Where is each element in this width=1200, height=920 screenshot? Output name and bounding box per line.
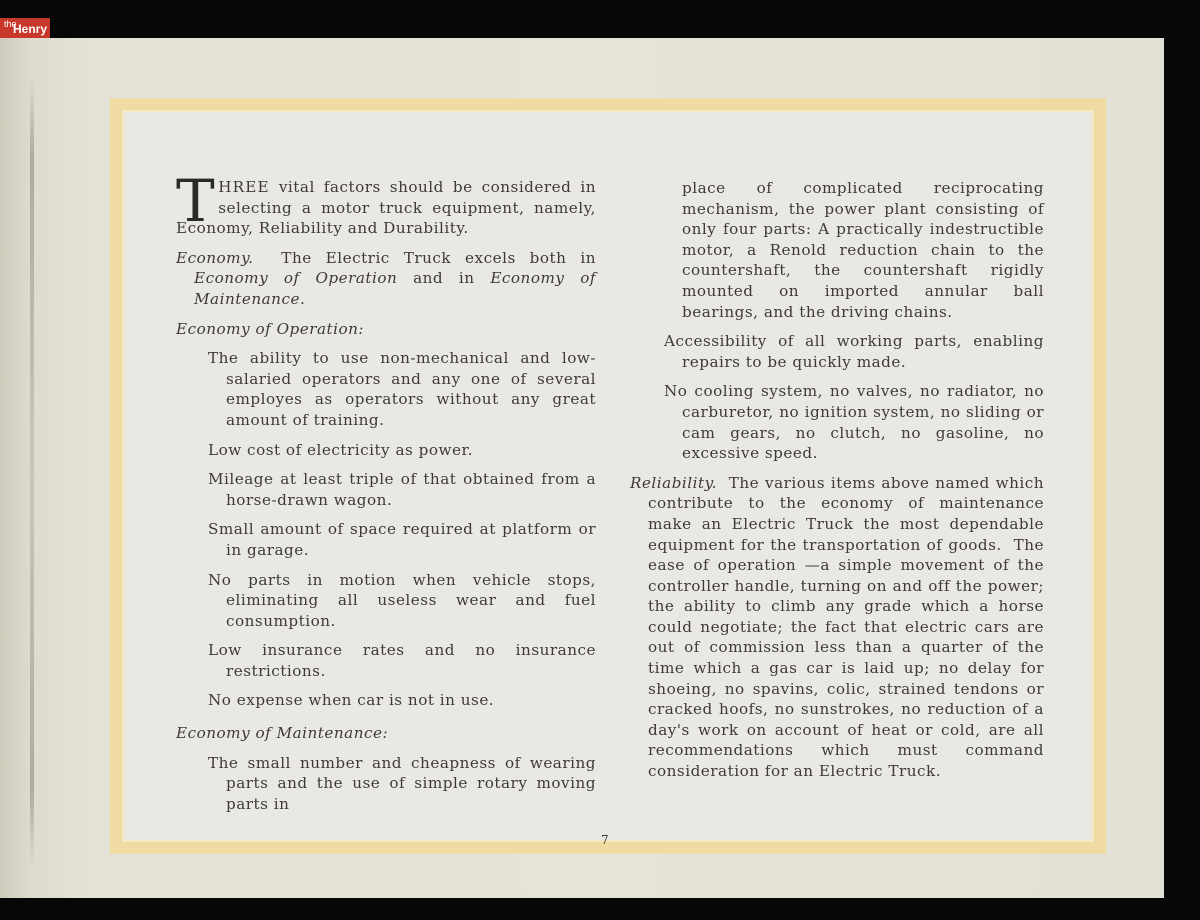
- intro-paragraph: [176, 167, 596, 239]
- left-column: [176, 167, 602, 814]
- economy-heading: Economy.: [176, 248, 254, 267]
- binding-gutter: [30, 78, 34, 868]
- economy-text-b: and in: [397, 269, 491, 288]
- intro-first-word: HREE: [218, 178, 270, 196]
- logo-the: the: [4, 19, 17, 29]
- logo-henry: Henry: [13, 22, 48, 36]
- drop-cap: T: [176, 167, 216, 235]
- reliability-paragraph: [630, 473, 1050, 782]
- economy-text-a: The Electric Truck excels both in: [253, 248, 602, 267]
- operation-item: The ability to use non-mechanical and low-salaried operators and any one of several employes as operators without any great amount of training.: [208, 349, 596, 429]
- economy-paragraph: [176, 248, 602, 310]
- operation-item: Small amount of space required at platform or in garage.: [208, 520, 596, 559]
- operation-item: Mileage at least triple of that obtained from a horse-drawn wagon.: [208, 470, 596, 509]
- economy-em-maintenance: Economy of Maintenance: [194, 269, 596, 308]
- operation-item: Low insurance rates and no insurance restrictions.: [208, 641, 596, 680]
- operation-item: Low cost of electricity as power.: [208, 440, 473, 459]
- intro-text: vital factors should be considered in selecting a motor truck equipment, namely, Economy, Reliability and Durability.: [176, 178, 596, 238]
- right-column: [630, 178, 1050, 782]
- reliability-heading: Reliability.: [630, 473, 717, 492]
- maintenance-item: Accessibility of all working parts, enabling repairs to be quickly made.: [664, 332, 1044, 371]
- operation-heading: Economy of Operation:: [176, 319, 365, 338]
- economy-text-c: .: [299, 289, 306, 308]
- operation-item: No expense when car is not in use.: [208, 691, 495, 710]
- maintenance-item: No cooling system, no valves, no radiator, no carburetor, no ignition system, no sliding or cam gears, no clutch, no gasoline, no excessive speed.: [664, 382, 1044, 463]
- maintenance-text: The small number and cheapness of wearing parts and the use of simple rotary moving parts in: [208, 753, 596, 813]
- operation-item: No parts in motion when vehicle stops, eliminating all useless wear and fuel consumption.: [208, 570, 596, 630]
- reliability-text: The various items above named which contribute to the economy of maintenance make an Electric Truck the most dependable equipment for the transportation of goods. The ease of operation —a simple movement of the controller handle, turning on and off the power; the ability to climb any grade which a horse could negotiate; the fact that electric cars are out of commission less than a quarter of the time which a gas car is laid up; no delay for shoeing, no spavins, colic, strained tendons or cracked hoofs, no sunstrokes, no reduction of a day's work on account of heat or cold, are all recommendations which must command consideration for an Electric Truck.: [648, 473, 1050, 781]
- maintenance-continuation: place of complicated reciprocating mechanism, the power plant consisting of only four parts: A practically indestructible motor, a Renold reduction chain to the countershaft, the countershaft rigidly mounted on imported annular ball bearings, and the driving chains.: [682, 179, 1044, 321]
- economy-em-operation: Economy of Operation: [194, 269, 398, 288]
- maintenance-heading: Economy of Maintenance:: [176, 724, 389, 743]
- page-number: 7: [601, 833, 609, 847]
